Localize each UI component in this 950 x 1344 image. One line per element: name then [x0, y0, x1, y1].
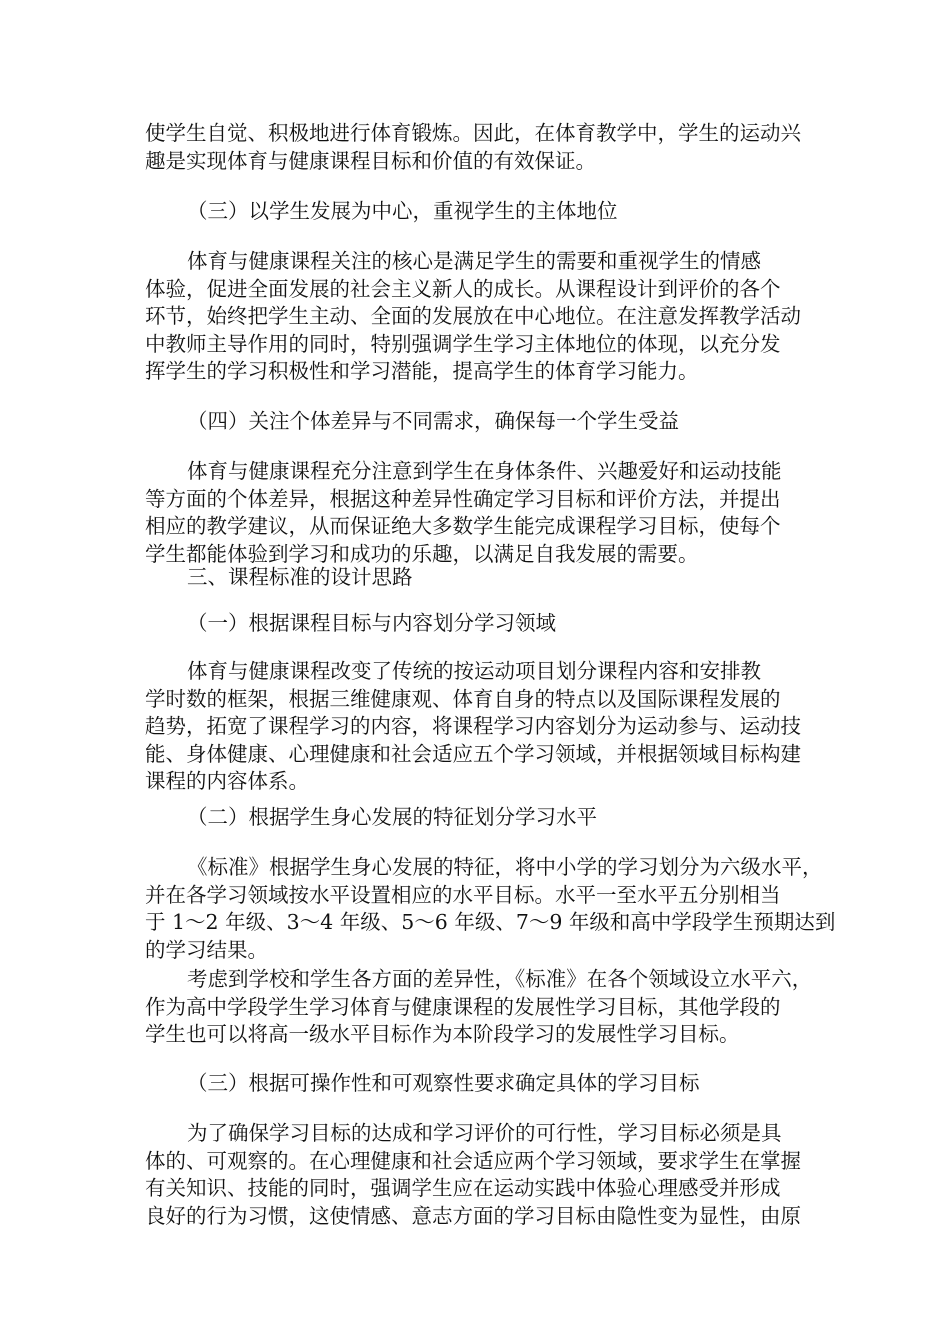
paragraph: [145, 458, 782, 568]
section-heading: [187, 408, 679, 436]
section-heading: [187, 804, 597, 832]
text-line: 趋势，拓宽了课程学习的内容，将课程学习内容划分为运动参与、运动技: [145, 714, 801, 738]
text-line: 作为高中学段学生学习体育与健康课程的发展性学习目标，其他学段的: [145, 994, 781, 1019]
text-line: 使学生自觉、积极地进行体育锻炼。因此，在体育教学中，学生的运动兴: [145, 121, 801, 145]
text-line: 有关知识、技能的同时，强调学生应在运动实践中体验心理感受并形成: [145, 1176, 781, 1200]
text-line: 环节，始终把学生主动、全面的发展放在中心地位。在注意发挥教学活动: [145, 304, 801, 328]
paragraph: [145, 658, 801, 796]
heading-line: （一）根据课程目标与内容划分学习领域: [187, 611, 556, 635]
major-heading: [187, 564, 413, 592]
heading-line: 三、课程标准的设计思路: [187, 565, 413, 589]
text-line: 良好的行为习惯，这使情感、意志方面的学习目标由隐性变为显性，由原: [145, 1203, 801, 1228]
text-line: 学时数的框架，根据三维健康观、体育自身的特点以及国际课程发展的: [145, 686, 781, 711]
text-line: 中教师主导作用的同时，特别强调学生学习主体地位的体现，以充分发: [145, 331, 781, 356]
text-line: 挥学生的学习积极性和学习潜能，提高学生的体育学习能力。: [145, 359, 699, 383]
paragraph: [145, 248, 801, 386]
text-line: 为了确保学习目标的达成和学习评价的可行性，学习目标必须是具: [187, 1121, 782, 1145]
paragraph: [145, 1120, 801, 1230]
text-line: 的学习结果。: [145, 937, 268, 962]
text-line: 能、身体健康、心理健康和社会适应五个学习领域，并根据领域目标构建: [145, 741, 801, 766]
paragraph-continuation: [145, 120, 801, 175]
text-line: 课程的内容体系。: [145, 769, 309, 793]
section-heading: [187, 198, 618, 226]
text-line: 等方面的个体差异，根据这种差异性确定学习目标和评价方法，并提出: [145, 486, 781, 511]
text-line: 相应的教学建议，从而保证绝大多数学生能完成课程学习目标，使每个: [145, 514, 781, 538]
text-line: 体的、可观察的。在心理健康和社会适应两个学习领域，要求学生在掌握: [145, 1148, 801, 1173]
text-line: 于 1～2 年级、3～4 年级、5～6 年级、7～9 年级和高中学段学生预期达到: [145, 910, 836, 934]
section-heading: [187, 1070, 700, 1098]
text-line: 学生也可以将高一级水平目标作为本阶段学习的发展性学习目标。: [145, 1022, 740, 1046]
heading-line: （二）根据学生身心发展的特征划分学习水平: [187, 805, 597, 829]
text-line: 并在各学习领域按水平设置相应的水平目标。水平一至水平五分别相当: [145, 882, 781, 907]
heading-line: （四）关注个体差异与不同需求，确保每一个学生受益: [187, 409, 679, 433]
heading-line: （三）根据可操作性和可观察性要求确定具体的学习目标: [187, 1071, 700, 1095]
text-line: 体育与健康课程关注的核心是满足学生的需要和重视学生的情感: [187, 249, 761, 273]
text-line: 学生都能体验到学习和成功的乐趣，以满足自我发展的需要。: [145, 541, 699, 566]
text-line: 体育与健康课程充分注意到学生在身体条件、兴趣爱好和运动技能: [187, 459, 782, 483]
heading-line: （三）以学生发展为中心，重视学生的主体地位: [187, 199, 618, 223]
text-line: 《标准》根据学生身心发展的特征，将中小学的学习划分为六级水平，: [187, 855, 823, 879]
text-line: 趣是实现体育与健康课程目标和价值的有效保证。: [145, 148, 596, 173]
paragraph: [145, 854, 835, 964]
section-heading: [187, 610, 556, 638]
paragraph: [145, 966, 812, 1049]
text-line: 考虑到学校和学生各方面的差异性，《标准》在各个领域设立水平六，: [187, 967, 813, 991]
text-line: 体育与健康课程改变了传统的按运动项目划分课程内容和安排教: [187, 659, 761, 683]
text-line: 体验，促进全面发展的社会主义新人的成长。从课程设计到评价的各个: [145, 276, 781, 301]
